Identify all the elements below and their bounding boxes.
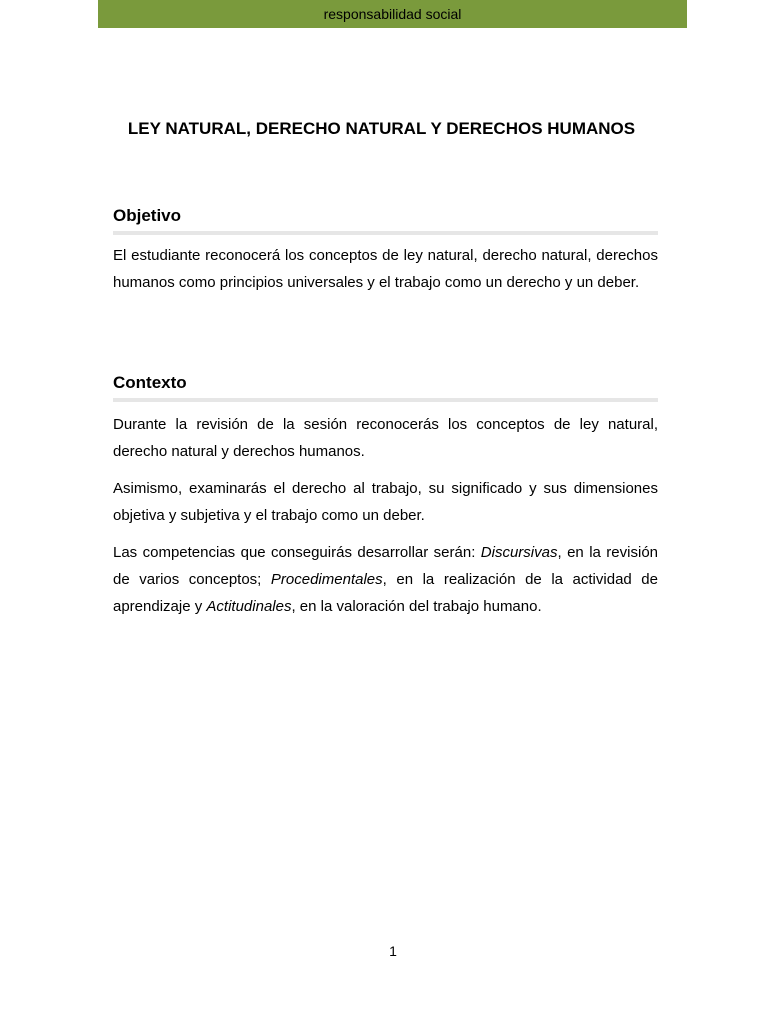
section-heading: Contexto xyxy=(113,373,658,402)
header-text: responsabilidad social xyxy=(323,6,462,22)
section-contexto xyxy=(113,373,658,620)
objetivo-paragraph: El estudiante reconocerá los conceptos de ley natural, derecho natural, derechos humanos como principios universales y el trabajo como un derecho y un deber. xyxy=(113,247,658,291)
document-title: LEY NATURAL, DERECHO NATURAL Y DERECHOS HUMANOS xyxy=(127,119,636,138)
competencias-text-3: , en la valoración del trabajo humano. xyxy=(291,598,542,615)
page-header-band xyxy=(98,0,687,28)
competencia-procedimentales: Procedimentales xyxy=(270,571,383,588)
competencias-intro: Las competencias que conseguirás desarrollar serán: xyxy=(113,544,481,561)
competencias-text-1: , en la revisión de varios conceptos; xyxy=(113,544,658,588)
competencia-discursivas: Discursivas xyxy=(480,544,558,561)
section-heading: Objetivo xyxy=(113,206,658,235)
page-number: 1 xyxy=(389,943,397,959)
competencias-paragraph xyxy=(113,539,658,620)
section-objetivo xyxy=(113,206,658,296)
competencia-actitudinales: Actitudinales xyxy=(206,598,292,615)
contexto-paragraph-1: Durante la revisión de la sesión reconocerás los conceptos de ley natural, derecho natural y derechos humanos. xyxy=(113,416,658,460)
competencias-text-2: , en la realización de la actividad de aprendizaje y xyxy=(113,571,658,615)
contexto-paragraph-2: Asimismo, examinarás el derecho al trabajo, su significado y sus dimensiones objetiva y subjetiva y el trabajo como un deber. xyxy=(113,480,658,524)
